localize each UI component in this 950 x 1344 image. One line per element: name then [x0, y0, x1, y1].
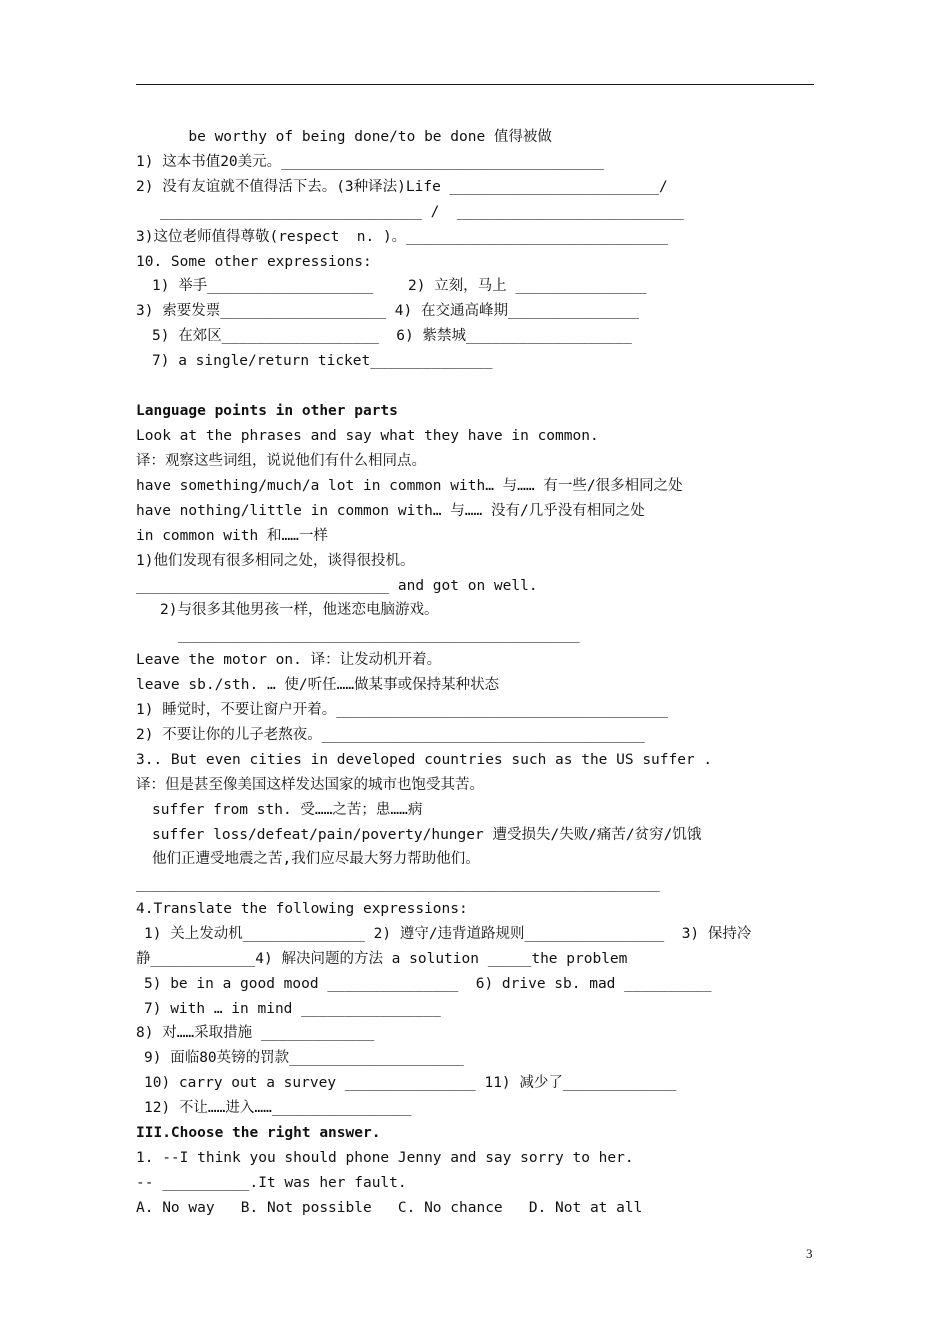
text-line: leave sb./sth. … 使/听任……做某事或保持某种状态	[136, 677, 500, 693]
text-line: 8) 对……采取措施 _____________	[136, 1025, 375, 1041]
text-line: 12) 不让……进入……________________	[144, 1100, 412, 1116]
text-line: 7) with … in mind ________________	[144, 1001, 441, 1017]
text-line: 2) 不要让你的儿子老熬夜。_____________________________________	[136, 727, 645, 743]
text-line: 译：观察这些词组，说说他们有什么相同点。	[136, 453, 426, 469]
text-line: -- __________.It was her fault.	[136, 1175, 407, 1191]
text-line: Leave the motor on. 译：让发动机开着。	[136, 652, 442, 668]
text-line: ____________________________________________________________	[136, 876, 660, 892]
text-line: 1) 关上发动机______________ 2) 遵守/违背道路规则________________ 3) 保持冷	[144, 926, 752, 942]
page-number: 3	[806, 1246, 813, 1261]
text-line: A. No way B. Not possible C. No chance D. Not at all	[136, 1200, 643, 1216]
text-line: Look at the phrases and say what they have in common.	[136, 428, 599, 444]
header-rule	[136, 84, 814, 85]
text-line: 1)他们发现有很多相同之处，谈得很投机。	[136, 553, 415, 569]
text-line: 1) 这本书值20美元。_____________________________________	[136, 154, 605, 170]
text-line: in common with 和……一样	[136, 528, 328, 544]
text-line: have nothing/little in common with… 与…… 没有/几乎没有相同之处	[136, 503, 645, 519]
text-line: 2)与很多其他男孩一样，他迷恋电脑游戏。	[160, 602, 439, 618]
text-line: 3)这位老师值得尊敬(respect n. )。______________________________	[136, 229, 669, 245]
text-line: 1. --I think you should phone Jenny and say sorry to her.	[136, 1150, 634, 1166]
text-line: suffer loss/defeat/pain/poverty/hunger 遭受损失/失败/痛苦/贫穷/饥饿	[152, 827, 702, 843]
text-line: 10) carry out a survey _______________ 11) 减少了_____________	[144, 1075, 677, 1091]
text-line: 3.. But even cities in developed countries such as the US suffer .	[136, 752, 713, 768]
text-line: 2) 没有友谊就不值得活下去。(3种译法)Life ________________________/	[136, 179, 668, 195]
text-line: 7) a single/return ticket______________	[152, 353, 493, 369]
text-line: 9) 面临80英镑的罚款____________________	[144, 1050, 464, 1066]
section-heading: III.Choose the right answer.	[136, 1125, 381, 1141]
text-line: 译：但是甚至像美国这样发达国家的城市也饱受其苦。	[136, 777, 484, 793]
text-line: have something/much/a lot in common with… 与…… 有一些/很多相同之处	[136, 478, 683, 494]
text-line: 3) 索要发票___________________ 4) 在交通高峰期_______________	[136, 303, 639, 319]
section-heading: Language points in other parts	[136, 403, 398, 419]
text-line: 他们正遭受地震之苦,我们应尽最大努力帮助他们。	[152, 851, 480, 867]
text-line: ______________________________________________	[178, 627, 580, 643]
text-line: ______________________________ / __________________________	[160, 204, 684, 220]
text-line: 5) be in a good mood _______________ 6) drive sb. mad __________	[144, 976, 712, 992]
text-line: 5) 在郊区__________________ 6) 紫禁城___________________	[152, 328, 632, 344]
text-line: suffer from sth. 受……之苦；患……病	[152, 802, 423, 818]
text-line: 4.Translate the following expressions:	[136, 901, 468, 917]
text-line: 1) 举手___________________ 2) 立刻，马上 _______________	[152, 278, 647, 294]
text-line: _____________________________ and got on well.	[136, 578, 538, 594]
text-line: be worthy of being done/to be done 值得被做	[136, 129, 552, 145]
text-line: 1) 睡觉时，不要让窗户开着。______________________________________	[136, 702, 668, 718]
text-line: 10. Some other expressions:	[136, 254, 372, 270]
text-line: 静____________4) 解决问题的方法 a solution _____the problem	[136, 951, 628, 967]
